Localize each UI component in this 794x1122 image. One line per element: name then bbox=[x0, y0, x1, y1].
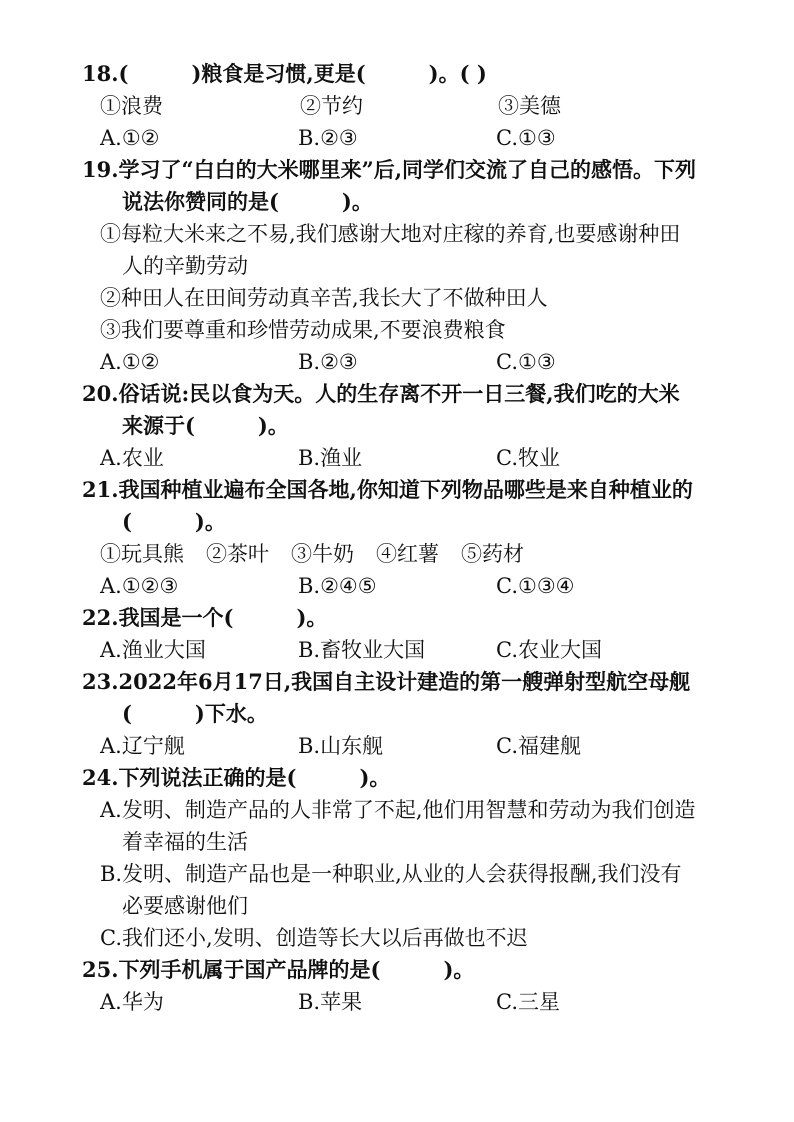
choice-a[interactable]: A.发明、制造产品的人非常了不起,他们用智慧和劳动为我们创造 bbox=[100, 798, 696, 822]
question-stem-cont: 说法你赞同的是( )。 bbox=[122, 189, 373, 214]
choice-a[interactable]: A.①②③ bbox=[100, 574, 179, 598]
answer-choices bbox=[82, 986, 734, 1018]
question-18 bbox=[82, 58, 734, 154]
choice-a[interactable]: A.农业 bbox=[100, 446, 164, 470]
choice-a[interactable]: A.华为 bbox=[100, 990, 164, 1014]
statement-2: ②种田人在田间劳动真辛苦,我长大了不做种田人 bbox=[100, 286, 548, 310]
question-stem-cont: ( )。 bbox=[122, 509, 226, 534]
question-21 bbox=[82, 474, 734, 602]
choice-b[interactable]: B.渔业 bbox=[298, 446, 363, 470]
circled-option: ②茶叶 bbox=[206, 542, 269, 566]
circled-option: ①玩具熊 bbox=[100, 542, 184, 566]
answer-choices bbox=[82, 442, 734, 474]
question-20 bbox=[82, 378, 734, 474]
question-stem: 21.我国种植业遍布全国各地,你知道下列物品哪些是来自种植业的 bbox=[82, 477, 693, 502]
circled-option: ③牛奶 bbox=[291, 542, 354, 566]
choice-b[interactable]: B.②③ bbox=[298, 126, 358, 150]
question-stem: 22.我国是一个( )。 bbox=[82, 605, 328, 630]
question-stem-cont: 来源于( )。 bbox=[122, 413, 289, 438]
circled-option: ②节约 bbox=[300, 94, 363, 118]
answer-choices bbox=[82, 634, 734, 666]
choice-c[interactable]: C.福建舰 bbox=[496, 734, 581, 758]
choice-a[interactable]: A.①② bbox=[100, 350, 160, 374]
question-25 bbox=[82, 954, 734, 1018]
question-stem: 23.2022年6月17日,我国自主设计建造的第一艘弹射型航空母舰 bbox=[82, 669, 691, 694]
question-stem: 18.( )粮食是习惯,更是( )。( ) bbox=[82, 61, 487, 86]
question-stem: 25.下列手机属于国产品牌的是( )。 bbox=[82, 957, 475, 982]
question-stem-cont: ( )下水。 bbox=[122, 701, 268, 726]
choice-b[interactable]: B.②④⑤ bbox=[298, 574, 377, 598]
question-stem: 19.学习了“白白的大米哪里来”后,同学们交流了自己的感悟。下列 bbox=[82, 157, 697, 182]
choice-c[interactable]: C.①③ bbox=[496, 350, 556, 374]
circled-option: ⑤药材 bbox=[461, 542, 524, 566]
statement-1: ①每粒大米来之不易,我们感谢大地对庄稼的养育,也要感谢种田 bbox=[100, 222, 681, 246]
choice-a-cont: 着幸福的生活 bbox=[122, 830, 248, 854]
choice-b[interactable]: B.②③ bbox=[298, 350, 358, 374]
choice-c[interactable]: C.农业大国 bbox=[496, 638, 602, 662]
question-24 bbox=[82, 762, 734, 954]
answer-choices bbox=[82, 570, 734, 602]
question-23 bbox=[82, 666, 734, 762]
choice-a[interactable]: A.辽宁舰 bbox=[100, 734, 185, 758]
choice-c[interactable]: C.①③④ bbox=[496, 574, 575, 598]
choice-b-cont: 必要感谢他们 bbox=[122, 894, 248, 918]
choice-b[interactable]: B.发明、制造产品也是一种职业,从业的人会获得报酬,我们没有 bbox=[100, 862, 682, 886]
circled-option: ①浪费 bbox=[100, 94, 163, 118]
answer-choices bbox=[82, 730, 734, 762]
answer-choices bbox=[82, 122, 734, 154]
circled-options bbox=[82, 538, 734, 570]
choice-c[interactable]: C.三星 bbox=[496, 990, 560, 1014]
answer-choices bbox=[82, 346, 734, 378]
question-22 bbox=[82, 602, 734, 666]
choice-c[interactable]: C.牧业 bbox=[496, 446, 560, 470]
statement-1-cont: 人的辛勤劳动 bbox=[122, 254, 248, 278]
choice-a[interactable]: A.渔业大国 bbox=[100, 638, 206, 662]
choice-b[interactable]: B.苹果 bbox=[298, 990, 363, 1014]
statement-3: ③我们要尊重和珍惜劳动成果,不要浪费粮食 bbox=[100, 318, 506, 342]
circled-options bbox=[82, 90, 734, 122]
choice-b[interactable]: B.山东舰 bbox=[298, 734, 384, 758]
circled-option: ④红薯 bbox=[376, 542, 439, 566]
choice-b[interactable]: B.畜牧业大国 bbox=[298, 638, 426, 662]
choice-a[interactable]: A.①② bbox=[100, 126, 160, 150]
question-stem: 24.下列说法正确的是( )。 bbox=[82, 765, 391, 790]
choice-c[interactable]: C.我们还小,发明、创造等长大以后再做也不迟 bbox=[100, 926, 528, 950]
choice-c[interactable]: C.①③ bbox=[496, 126, 556, 150]
question-stem: 20.俗话说:民以食为天。人的生存离不开一日三餐,我们吃的大米 bbox=[82, 381, 680, 406]
circled-option: ③美德 bbox=[498, 94, 561, 118]
question-19 bbox=[82, 154, 734, 378]
